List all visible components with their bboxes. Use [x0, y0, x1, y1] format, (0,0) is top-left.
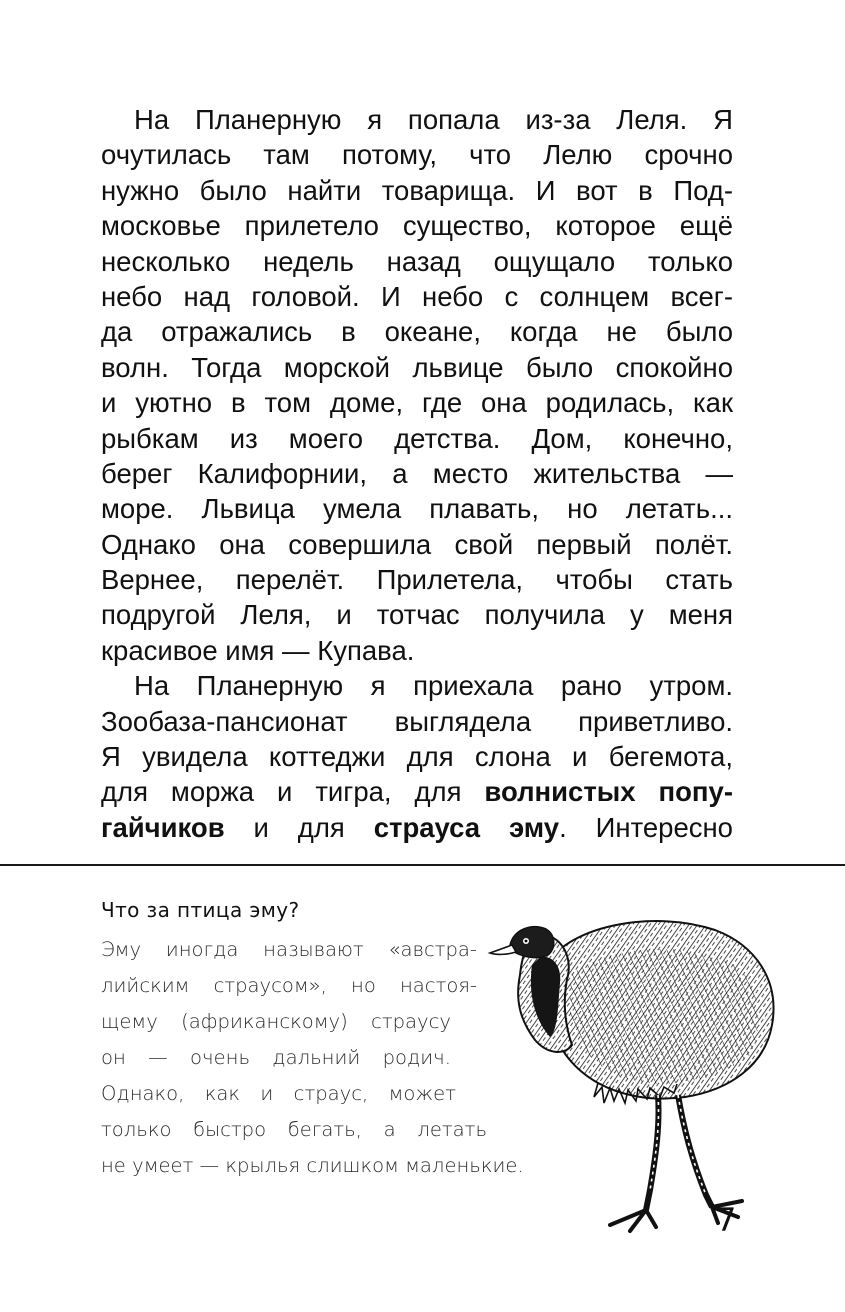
bold-term: волнистых попу- — [484, 776, 733, 808]
sidebar-line: щему (африканскому) страусу — [101, 1010, 451, 1033]
sidebar-line: Однако, как и страус, может — [101, 1082, 456, 1105]
sidebar-line: не умеет — крылья слишком маленькие. — [101, 1154, 524, 1177]
sidebar-text — [101, 932, 524, 1184]
text-segment: для моржа и тигра, для — [101, 776, 485, 808]
text-line — [101, 810, 733, 845]
text-line: красивое имя — Купава. — [101, 634, 415, 666]
text-line: нужно было найти товарища. И вот в Под- — [101, 174, 733, 206]
text-line: московье прилетело существо, которое ещё — [101, 210, 733, 242]
bold-term: страуса эму — [373, 811, 560, 843]
text-line: рыбкам из моего детства. Дом, конечно, — [101, 422, 733, 454]
sidebar-line: он — очень дальний родич. — [101, 1046, 451, 1069]
text-line: подругой Леля, и тотчас получила у меня — [101, 599, 733, 631]
page-number: 7 — [716, 1201, 737, 1239]
main-text — [101, 102, 733, 845]
text-line: На Планерную я приехала рано утром. — [134, 670, 733, 702]
emu-illustration — [480, 905, 780, 1240]
sidebar-heading: Что за птица эму? — [101, 898, 300, 922]
text-segment: и для — [224, 811, 374, 843]
text-line: несколько недель назад ощущало только — [101, 245, 733, 277]
text-line: очутилась там потому, что Лелю срочно — [101, 139, 733, 171]
text-line: и уютно в том доме, где она родилась, как — [101, 387, 733, 419]
text-line: Зообаза-пансионат выглядела приветливо. — [101, 705, 733, 737]
sidebar-line: лийским страусом», но настоя- — [101, 974, 477, 997]
sidebar-line: Эму иногда называют «австра- — [101, 938, 477, 961]
text-line: На Планерную я попала из-за Леля. Я — [134, 104, 733, 135]
sidebar-line: только быстро бегать, а летать — [101, 1118, 487, 1141]
bold-term: гайчиков — [101, 811, 225, 843]
text-line: море. Львица умела плавать, но летать... — [101, 493, 733, 525]
text-line: берег Калифорнии, а место жительства — — [101, 457, 733, 489]
section-divider — [0, 864, 845, 866]
text-line: Я увидела коттеджи для слона и бегемота, — [101, 741, 733, 773]
text-line: волн. Тогда морской львице было спокойно — [101, 351, 733, 383]
text-line: Вернее, перелёт. Прилетела, чтобы стать — [101, 564, 733, 596]
text-line: Однако она совершила свой первый полёт. — [101, 528, 733, 560]
text-line — [101, 774, 733, 809]
text-line: небо над головой. И небо с солнцем всег- — [101, 280, 733, 312]
text-line: да отражались в океане, когда не было — [101, 316, 733, 348]
text-segment: . Интересно — [559, 811, 733, 843]
